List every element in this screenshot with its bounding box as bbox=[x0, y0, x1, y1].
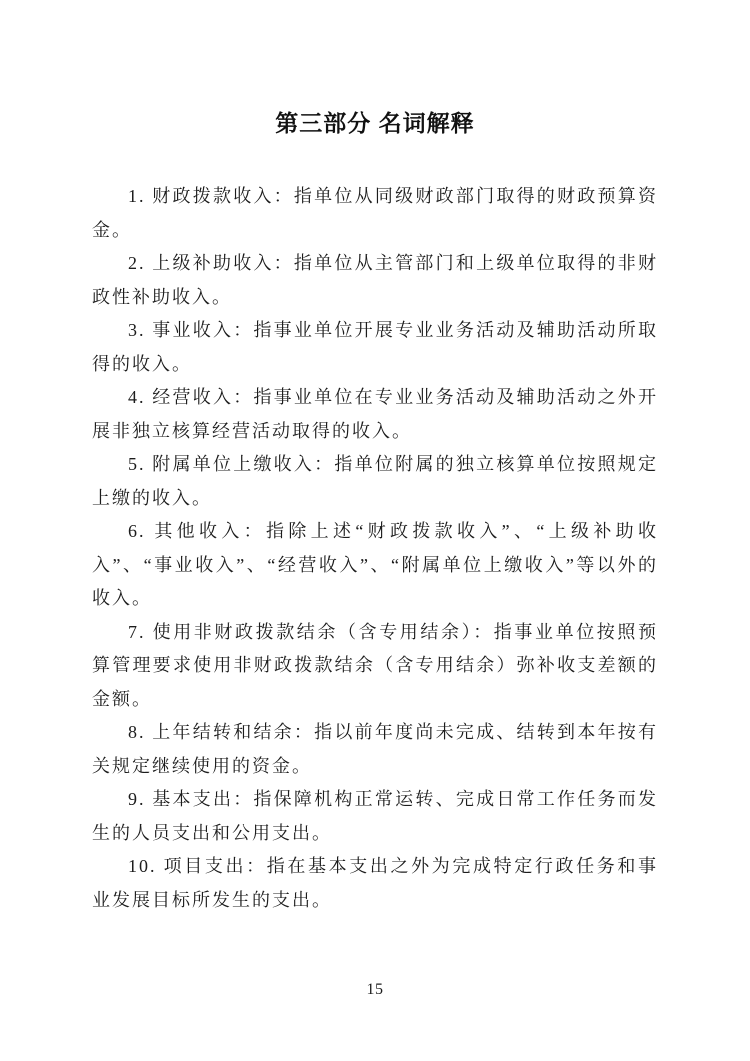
definition-paragraph: 9. 基本支出：指保障机构正常运转、完成日常工作任务而发生的人员支出和公用支出。 bbox=[92, 789, 658, 843]
page-number: 15 bbox=[366, 981, 384, 998]
section-title: 第三部分 名词解释 bbox=[275, 110, 475, 136]
definition-paragraph: 8. 上年结转和结余：指以前年度尚未完成、结转到本年按有关规定继续使用的资金。 bbox=[92, 722, 658, 776]
definition-paragraph: 7. 使用非财政拨款结余（含专用结余）：指事业单位按照预算管理要求使用非财政拨款结余（含专用结余）弥补收支差额的金额。 bbox=[92, 621, 658, 709]
definition-paragraph: 10. 项目支出：指在基本支出之外为完成特定行政任务和事业发展目标所发生的支出。 bbox=[92, 856, 658, 910]
definition-paragraph: 3. 事业收入：指事业单位开展专业业务活动及辅助活动所取得的收入。 bbox=[92, 320, 658, 374]
definition-paragraph: 2. 上级补助收入：指单位从主管部门和上级单位取得的非财政性补助收入。 bbox=[92, 253, 658, 307]
definitions-list bbox=[92, 180, 658, 917]
definition-paragraph: 5. 附属单位上缴收入：指单位附属的独立核算单位按照规定上缴的收入。 bbox=[92, 454, 658, 508]
definition-paragraph: 1. 财政拨款收入：指单位从同级财政部门取得的财政预算资金。 bbox=[92, 186, 658, 240]
definition-paragraph: 6. 其他收入：指除上述“财政拨款收入”、“上级补助收入”、“事业收入”、“经营收入”、“附属单位上缴收入”等以外的收入。 bbox=[92, 521, 658, 608]
definition-paragraph: 4. 经营收入：指事业单位在专业业务活动及辅助活动之外开展非独立核算经营活动取得的收入。 bbox=[92, 387, 658, 441]
